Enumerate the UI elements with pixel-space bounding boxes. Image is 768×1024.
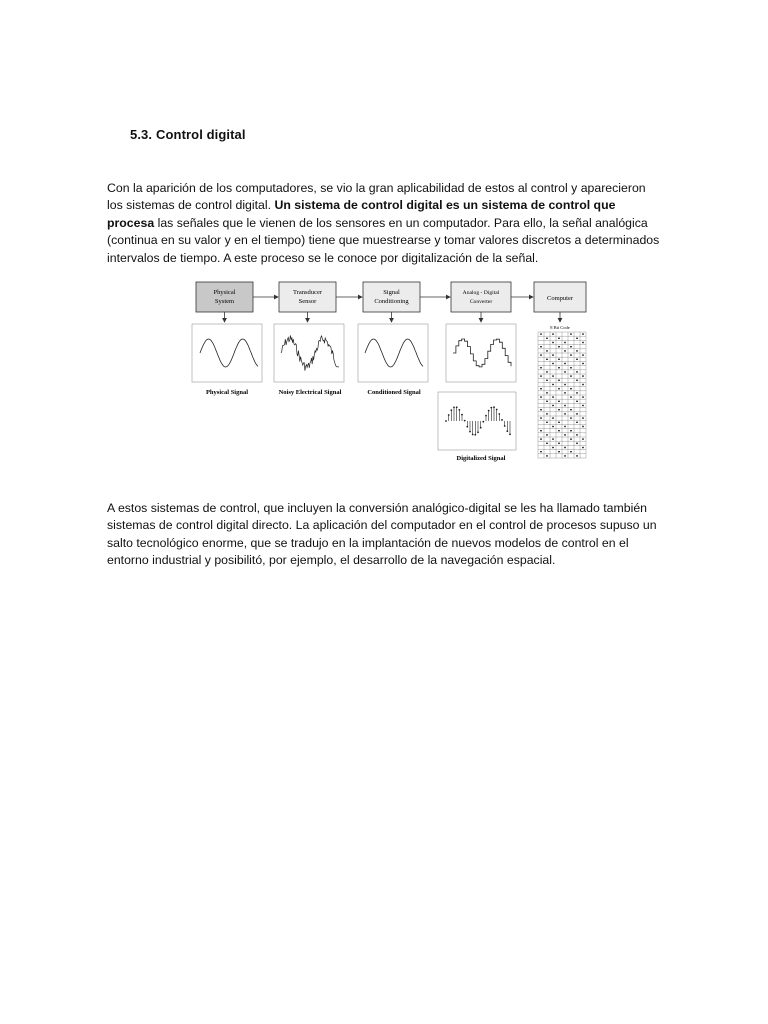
physical-system-label-1: Physical	[213, 289, 236, 296]
bit-cell-mark	[540, 367, 542, 368]
section-title: Control digital	[156, 127, 246, 142]
bit-cell-mark	[570, 417, 572, 418]
adc-label-2: Converter	[469, 299, 493, 305]
bit-cell-mark	[570, 375, 572, 376]
bit-cell-mark	[546, 371, 548, 372]
bit-cell-mark	[564, 342, 566, 343]
bit-cell-mark	[558, 388, 560, 389]
digital-sample-point	[506, 430, 508, 432]
bit-cell-mark	[570, 451, 572, 452]
bit-cell-mark	[558, 338, 560, 339]
conditioned-signal-plot	[358, 324, 428, 382]
bit-cell-mark	[564, 447, 566, 448]
bit-cell-mark	[558, 451, 560, 452]
bit-cell-mark	[582, 384, 584, 385]
paragraph-intro-bold: Un sistema de control digital es un sistema de control que procesa	[107, 198, 616, 230]
bit-cell-mark	[546, 434, 548, 435]
bit-cell-mark	[546, 338, 548, 339]
digital-control-figure	[184, 278, 588, 464]
bit-cell-mark	[570, 430, 572, 431]
bit-cell-mark	[540, 451, 542, 452]
bit-cell-mark	[546, 359, 548, 360]
digital-sample-point	[488, 410, 490, 412]
bit-cell-mark	[570, 388, 572, 389]
bit-cell-mark	[546, 413, 548, 414]
caption-noisy-signal: Noisy Electrical Signal	[278, 389, 342, 396]
bit-cell-mark	[558, 367, 560, 368]
section-heading	[130, 127, 246, 142]
bit-cell-mark	[582, 354, 584, 355]
bit-cell-mark	[546, 455, 548, 456]
digital-sample-point	[474, 434, 476, 436]
bit-cell-mark	[570, 367, 572, 368]
bit-cell-mark	[558, 443, 560, 444]
bit-cell-mark	[558, 409, 560, 410]
digital-sample-point	[461, 414, 463, 416]
bit-cell-mark	[540, 375, 542, 376]
transducer-label-1: Transducer	[292, 289, 323, 296]
bit-cell-mark	[558, 401, 560, 402]
caption-digitalized-signal: Digitalized Signal	[456, 455, 506, 462]
digital-sample-point	[448, 414, 450, 416]
bit-cell-mark	[564, 392, 566, 393]
bit-cell-mark	[558, 430, 560, 431]
bit-cell-mark	[576, 434, 578, 435]
digital-sample-point	[485, 415, 487, 417]
bit-cell-mark	[540, 409, 542, 410]
computer-label: Computer	[547, 295, 573, 302]
bit-cell-mark	[576, 455, 578, 456]
bit-cell-mark	[582, 333, 584, 334]
digital-sample-point	[466, 426, 468, 428]
bit-cell-mark	[546, 350, 548, 351]
bit-cell-mark	[546, 443, 548, 444]
bit-cell-mark	[540, 438, 542, 439]
bit-cell-mark	[564, 405, 566, 406]
paragraph-intro-text-1: Con la aparición de los computadores, se vio la gran aplicabilidad de estos al control y aparecieron los sistemas de control digital.	[107, 181, 646, 213]
bit-cell-mark	[552, 354, 554, 355]
bit-cell-mark	[552, 333, 554, 334]
bit-cell-mark	[546, 380, 548, 381]
bit-cell-mark	[564, 363, 566, 364]
bit-cell-mark	[582, 405, 584, 406]
bit-cell-mark	[564, 350, 566, 351]
digital-sample-point	[509, 433, 511, 435]
conditioning-label-2: Conditioning	[374, 298, 409, 305]
paragraph-intro-text-2: las señales que le vienen de los sensores en un computador. Para ello, la señal analógica (continua en su valor y en el tiempo) tiene que muestrearse y tomar valores discretos a determinados intervalos de tiempo. A este proceso se le conoce por digitalización de la señal.	[107, 215, 660, 265]
digital-sample-point	[456, 406, 458, 408]
bit-code-table	[538, 332, 586, 458]
bit-cell-mark	[540, 388, 542, 389]
bit-cell-mark	[582, 417, 584, 418]
bit-cell-mark	[540, 417, 542, 418]
bit-cell-mark	[540, 333, 542, 334]
bit-cell-mark	[552, 426, 554, 427]
caption-physical-signal: Physical Signal	[205, 389, 249, 396]
caption-conditioned-signal: Conditioned Signal	[367, 389, 421, 396]
bit-cell-mark	[552, 363, 554, 364]
bit-cell-mark	[570, 346, 572, 347]
bit-cell-mark	[564, 384, 566, 385]
paragraph-intro	[107, 180, 663, 267]
physical-system-label-2: System	[214, 298, 235, 305]
bit-cell-mark	[558, 422, 560, 423]
digital-sample-point	[458, 409, 460, 411]
bit-cell-mark	[582, 375, 584, 376]
bit-cell-mark	[546, 392, 548, 393]
bit-cell-mark	[552, 384, 554, 385]
bit-cell-mark	[540, 346, 542, 347]
bit-cell-mark	[576, 401, 578, 402]
digital-sample-point	[445, 420, 447, 422]
bit-cell-mark	[564, 413, 566, 414]
bit-cell-mark	[582, 396, 584, 397]
adc-label-1: Analog - Digital	[462, 290, 500, 296]
bit-cell-mark	[582, 426, 584, 427]
digital-sample-point	[490, 407, 492, 409]
digital-sample-point	[496, 409, 498, 411]
digital-sample-point	[469, 431, 471, 433]
section-number: 5.3.	[130, 127, 153, 142]
digital-sample-point	[477, 431, 479, 433]
bit-cell-mark	[582, 342, 584, 343]
bit-cell-mark	[576, 338, 578, 339]
conditioning-label-1: Signal	[383, 289, 400, 296]
digital-sample-point	[504, 425, 506, 427]
bit-cell-mark	[570, 354, 572, 355]
digital-sample-point	[482, 421, 484, 423]
bit-cell-mark	[552, 438, 554, 439]
bit-cell-mark	[552, 447, 554, 448]
bit-cell-mark	[576, 392, 578, 393]
digital-sample-point	[472, 434, 474, 436]
bit-cell-mark	[582, 363, 584, 364]
transducer-sensor-block	[279, 282, 336, 312]
digital-sample-point	[493, 406, 495, 408]
adc-block	[451, 282, 511, 312]
bit-cell-mark	[570, 438, 572, 439]
bit-cell-mark	[552, 396, 554, 397]
bit-cell-mark	[546, 422, 548, 423]
bit-cell-mark	[558, 359, 560, 360]
bit-cell-mark	[570, 333, 572, 334]
bit-cell-mark	[558, 346, 560, 347]
bit-cell-mark	[552, 417, 554, 418]
noisy-signal-plot	[274, 324, 344, 382]
bit-code-title: 8 Bit Code	[550, 325, 570, 330]
bit-cell-mark	[564, 426, 566, 427]
signal-conditioning-block	[363, 282, 420, 312]
physical-system-block	[196, 282, 253, 312]
bit-cell-mark	[540, 396, 542, 397]
bit-cell-mark	[582, 447, 584, 448]
bit-cell-mark	[552, 342, 554, 343]
bit-cell-mark	[552, 375, 554, 376]
bit-cell-mark	[582, 438, 584, 439]
bit-cell-mark	[576, 350, 578, 351]
bit-cell-mark	[570, 409, 572, 410]
bit-cell-mark	[576, 422, 578, 423]
bit-cell-mark	[552, 405, 554, 406]
bit-cell-mark	[564, 434, 566, 435]
bit-cell-mark	[540, 354, 542, 355]
digital-sample-point	[464, 420, 466, 422]
bit-cell-mark	[558, 380, 560, 381]
bit-cell-mark	[576, 413, 578, 414]
bit-cell-mark	[576, 359, 578, 360]
digital-sample-point	[480, 427, 482, 429]
digital-sample-point	[498, 413, 500, 415]
digital-sample-point	[501, 419, 503, 421]
bit-cell-mark	[576, 380, 578, 381]
bit-cell-mark	[576, 371, 578, 372]
digitalized-signal-plot	[438, 392, 516, 450]
digital-sample-point	[450, 409, 452, 411]
bit-cell-mark	[546, 401, 548, 402]
bit-cell-mark	[564, 371, 566, 372]
digital-sample-point	[453, 407, 455, 409]
bit-cell-mark	[576, 443, 578, 444]
transducer-label-2: Sensor	[298, 298, 317, 305]
bit-cell-mark	[570, 396, 572, 397]
bit-cell-mark	[540, 430, 542, 431]
bit-cell-mark	[564, 455, 566, 456]
paragraph-conclusion: A estos sistemas de control, que incluyen la conversión analógico-digital se les ha llamado también sistemas de control digital directo. La aplicación del computador en el control de procesos supuso un salto tecnológico enorme, que se tradujo en la implantación de nuevos modelos de control en el entorno industrial y posibilitó, por ejemplo, el desarrollo de la navegación espacial.	[107, 501, 657, 568]
